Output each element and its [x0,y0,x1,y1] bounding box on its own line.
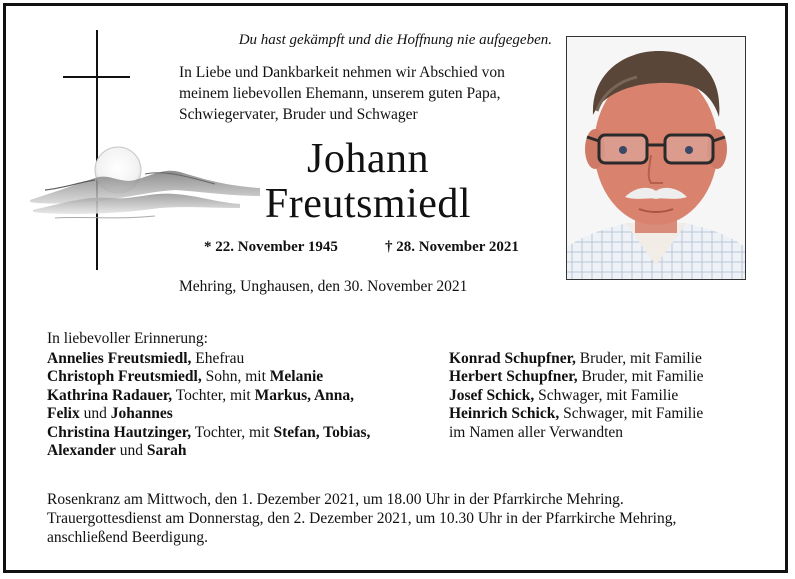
mourner-relation: und [115,442,147,460]
service-line: Rosenkranz am Mittwoch, den 1. Dezember 2021, um 18.00 Uhr in der Pfarrkirche Mehring. [47,491,624,508]
mourner-name: Markus, Anna, [254,386,355,404]
service-line: anschließend Beerdigung. [47,529,208,546]
mourner-relation: Schwager, mit Familie [534,386,679,404]
mourner-row [449,405,769,423]
mourner-relation: Tochter, mit [191,423,274,441]
mourner-name: Annelies Freutsmiedl, [47,350,192,367]
first-name: Johann [307,136,429,182]
intro-line: In Liebe und Dankbarkeit nehmen wir Abschied von [179,64,505,81]
service-information [47,490,767,547]
mourner-row [47,424,427,442]
mourner-relation: Bruder, mit Familie [575,350,702,367]
cross-icon-bar [63,76,130,78]
intro-text [179,62,564,125]
mourner-row [47,368,427,386]
last-name: Freutsmiedl [264,181,472,227]
mourner-relation: Ehefrau [191,350,245,367]
mourner-name: Stefan, Tobias, [273,423,371,441]
mourner-name: Melanie [269,368,324,386]
mourner-relation: und [79,405,111,423]
remembrance-heading: In liebevoller Erinnerung: [47,330,208,347]
mourner-name: Sarah [146,442,187,460]
mourner-name: Alexander [47,442,116,460]
mourner-name: Christina Hautzinger, [47,423,192,441]
mourner-name: Konrad Schupfner, [449,350,576,367]
mourner-name: Johannes [110,405,173,423]
mourner-name: Felix [47,405,80,423]
mourner-name: Christoph Freutsmiedl, [47,368,202,386]
intro-line: Schwiegervater, Bruder und Schwager [179,106,418,123]
mourners-right-column [449,350,769,442]
mourner-relation: Schwager, mit Familie [559,405,704,423]
mourner-row [47,387,427,405]
mourner-relation: Sohn, mit [201,368,270,386]
place-and-date: Mehring, Unghausen, den 30. November 2021 [179,278,468,295]
mourner-row [449,368,769,386]
deceased-name [178,137,558,227]
birth-date: * 22. November 1945 [204,239,338,255]
intro-line: meinem liebevollen Ehemann, unserem guten Papa, [179,85,501,102]
mourner-relation: im Namen aller Verwandten [449,423,624,441]
mourner-row [449,387,769,405]
mourners-left-column [47,350,427,460]
mourner-relation: Bruder, mit Familie [577,368,704,386]
mourner-name: Kathrina Radauer, [47,386,173,404]
motto: Du hast gekämpft und die Hoffnung nie aufgegeben. [238,32,552,48]
mourner-row [449,424,769,442]
death-date: † 28. November 2021 [385,239,519,255]
mourner-name: Heinrich Schick, [449,405,560,423]
portrait-photo [566,36,746,280]
mourner-row [449,350,769,368]
mourner-row [47,442,427,460]
service-line: Trauergottesdienst am Donnerstag, den 2. Dezember 2021, um 10.30 Uhr in der Pfarrkirche Mehring, [47,510,677,527]
mourner-relation: Tochter, mit [172,386,255,404]
mourner-row [47,350,427,368]
mourner-name: Josef Schick, [449,386,535,404]
mourner-name: Herbert Schupfner, [449,368,578,386]
mourner-row [47,405,427,423]
